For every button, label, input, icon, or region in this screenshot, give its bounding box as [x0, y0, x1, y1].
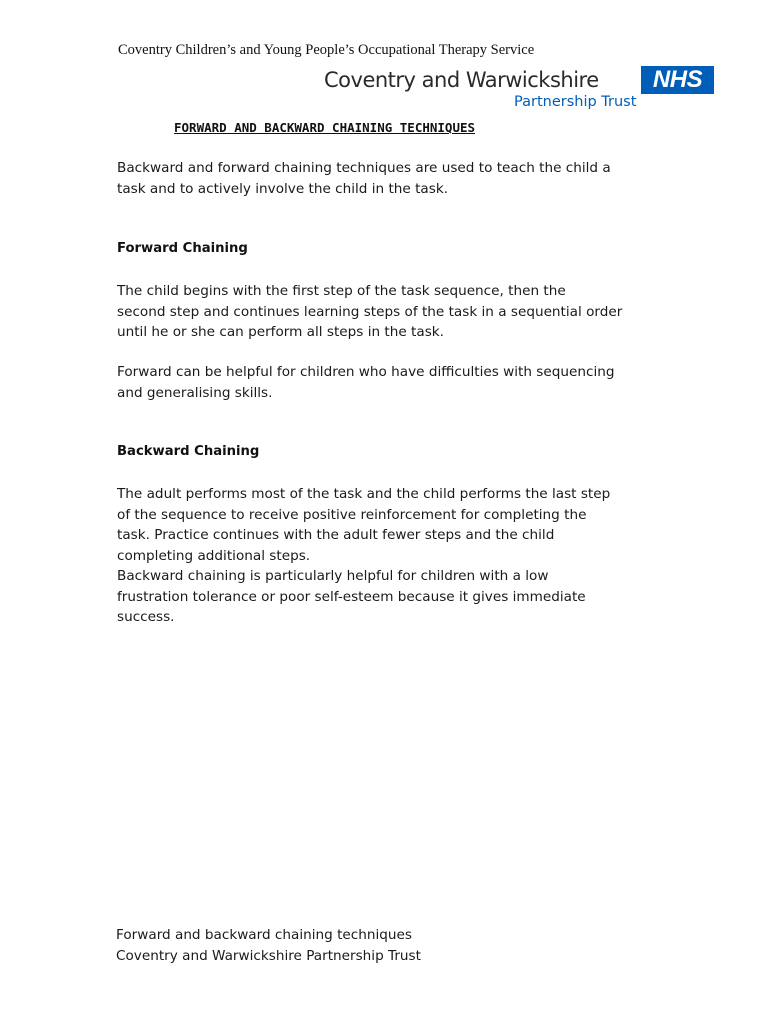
page-footer	[116, 925, 421, 966]
text-line: of the sequence to receive positive reinforcement for completing the	[117, 506, 587, 523]
forward-paragraph-2	[117, 362, 677, 403]
text-line: second step and continues learning steps of the task in a sequential order	[117, 303, 623, 320]
text-line: Forward can be helpful for children who have difficulties with sequencing	[117, 364, 615, 380]
text-line: task. Practice continues with the adult fewer steps and the child	[117, 527, 555, 543]
footer-line: Forward and backward chaining techniques	[116, 927, 412, 943]
intro-paragraph	[117, 158, 677, 199]
text-line: Backward chaining is particularly helpful for children with a low	[117, 568, 549, 584]
text-line: frustration tolerance or poor self-esteem because it gives immediate	[117, 588, 586, 605]
footer-line: Coventry and Warwickshire Partnership Trust	[116, 947, 421, 964]
text-line: Backward and forward chaining techniques are used to teach the child a	[117, 160, 611, 176]
org-name: Coventry and Warwickshire	[324, 68, 599, 92]
text-line: completing additional steps.	[117, 547, 311, 564]
text-line: The adult performs most of the task and the child performs the last step	[117, 486, 611, 502]
text-line: success.	[117, 609, 175, 625]
service-header: Coventry Children’s and Young People’s Occupational Therapy Service	[118, 42, 535, 58]
page-title: FORWARD AND BACKWARD CHAINING TECHNIQUES	[174, 120, 476, 135]
text-line: until he or she can perform all steps in the task.	[117, 324, 444, 340]
forward-chaining-heading: Forward Chaining	[117, 241, 248, 256]
backward-paragraph	[117, 484, 677, 628]
text-line: and generalising skills.	[117, 384, 273, 401]
org-subtitle: Partnership Trust	[514, 94, 637, 110]
forward-paragraph-1	[117, 281, 677, 343]
text-line: task and to actively involve the child in the task.	[117, 180, 449, 197]
nhs-logo: NHS	[641, 66, 714, 94]
backward-chaining-heading: Backward Chaining	[117, 444, 260, 459]
text-line: The child begins with the first step of the task sequence, then the	[117, 283, 566, 299]
